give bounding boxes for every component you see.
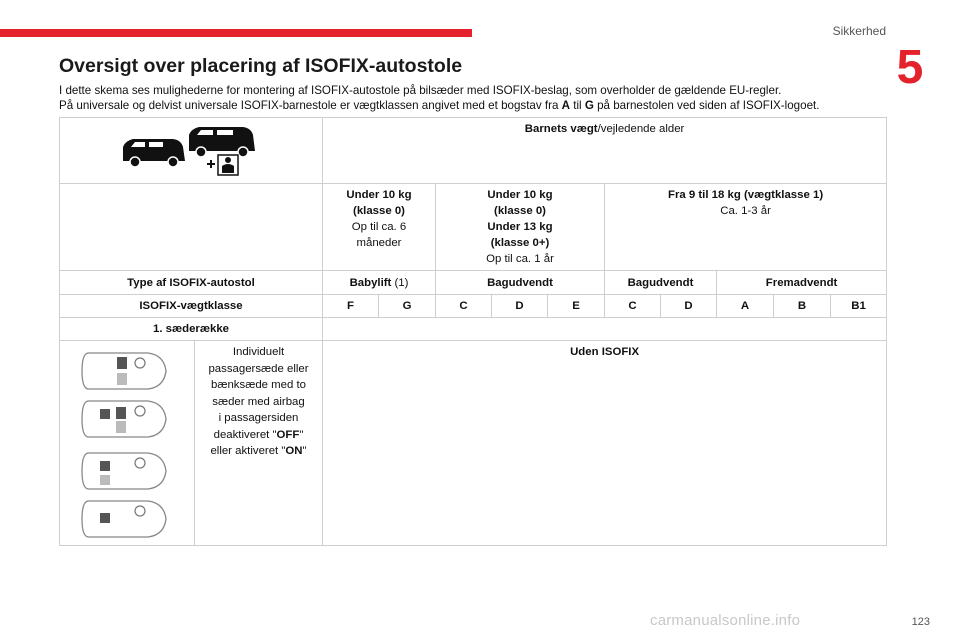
- type-rear-2: Bagudvendt: [605, 271, 717, 295]
- intro-line-2: [59, 98, 819, 113]
- page-number: 123: [911, 616, 930, 628]
- watermark: carmanualsonline.info: [650, 612, 801, 629]
- seat-desc-part: deaktiveret ": [213, 428, 277, 441]
- seat-desc-part: eller aktiveret ": [210, 445, 286, 457]
- vehicle-icons-cell: [60, 118, 323, 184]
- page-title: Oversigt over placering af ISOFIX-autostole: [59, 55, 463, 77]
- seat-value-cell: Uden ISOFIX: [323, 341, 887, 546]
- seat-desc-line: [199, 427, 318, 444]
- seat-diagram-cell: [60, 341, 323, 546]
- type-forward: Fremadvendt: [717, 271, 887, 295]
- class-cell: B1: [831, 295, 887, 318]
- seat-row-1-label: 1. sæderække: [60, 318, 323, 341]
- group-line: Ca. 1-3 år: [720, 205, 771, 217]
- intro-text-part: til: [570, 99, 585, 112]
- class-cell: C: [605, 295, 661, 318]
- weight-group-2: [605, 184, 887, 271]
- airbag-off-label: OFF: [276, 428, 300, 441]
- group-line: Op til ca. 1 år: [486, 253, 554, 265]
- group-line: Op til ca. 6: [351, 221, 407, 233]
- group-line: Fra 9 til 18 kg (vægtklasse 1): [668, 189, 824, 201]
- weight-header-rest: /vejledende alder: [597, 123, 685, 135]
- section-label: Sikkerhed: [832, 24, 886, 38]
- intro-letter-g: G: [584, 99, 594, 112]
- seat-desc-line: [199, 443, 318, 460]
- group-line: (klasse 0): [353, 205, 405, 217]
- intro-text-part: på barnestolen ved siden af ISOFIX-logoet.: [593, 99, 820, 112]
- weight-group-1: [436, 184, 605, 271]
- seat-diagrams: [60, 341, 194, 545]
- empty-cell: [60, 184, 323, 271]
- seat-desc-part: ": [302, 445, 307, 457]
- type-rear-1: Bagudvendt: [436, 271, 605, 295]
- group-line: (klasse 0): [494, 205, 546, 217]
- babylift-label: Babylift: [349, 276, 392, 289]
- class-cell: D: [661, 295, 717, 318]
- seat-desc-line: bænksæde med to: [211, 379, 306, 391]
- group-line: (klasse 0+): [490, 237, 550, 249]
- class-cell: B: [774, 295, 831, 318]
- type-babylift: [323, 271, 436, 295]
- babylift-note: (1): [391, 276, 409, 289]
- intro-text: [59, 83, 819, 113]
- header-accent-bar: [0, 29, 472, 37]
- chapter-number: 5: [896, 41, 924, 94]
- group-line: Under 13 kg: [487, 221, 553, 233]
- class-cell: C: [436, 295, 492, 318]
- weight-header-cell: [323, 118, 887, 184]
- empty-cell: [323, 318, 887, 341]
- intro-text-part: På universale og delvist universale ISOFIX-barnestole er vægtklassen angivet med et bogstav fra: [59, 99, 562, 112]
- type-row-label: Type af ISOFIX-autostol: [60, 271, 323, 295]
- seat-description: [194, 341, 322, 545]
- class-cell: E: [548, 295, 605, 318]
- weight-header-bold: Barnets vægt: [524, 123, 598, 135]
- class-cell: A: [717, 295, 774, 318]
- seat-desc-line: Individuelt: [232, 346, 285, 358]
- class-cell: G: [379, 295, 436, 318]
- airbag-on-label: ON: [285, 445, 303, 457]
- weight-group-0: [323, 184, 436, 271]
- seat-desc-part: ": [299, 428, 304, 441]
- seat-desc-line: i passagersiden: [218, 412, 299, 424]
- isofix-table: [59, 117, 887, 546]
- seat-desc-line: sæder med airbag: [212, 395, 305, 408]
- group-line: måneder: [356, 237, 402, 249]
- class-cell: D: [492, 295, 548, 318]
- class-row-label: ISOFIX-vægtklasse: [60, 295, 323, 318]
- intro-letter-a: A: [561, 99, 571, 112]
- group-line: Under 10 kg: [487, 189, 553, 201]
- class-cell: F: [323, 295, 379, 318]
- intro-line-1: I dette skema ses mulighederne for montering af ISOFIX-autostole på bilsæder med ISOFIX-beslag, som overholder de gældende EU-regler.: [59, 84, 782, 97]
- seat-desc-line: passagersæde eller: [208, 362, 309, 375]
- vehicles-child-seat-icon: [121, 125, 261, 177]
- car-seat-layout-icons: [60, 341, 194, 545]
- group-line: Under 10 kg: [346, 189, 412, 201]
